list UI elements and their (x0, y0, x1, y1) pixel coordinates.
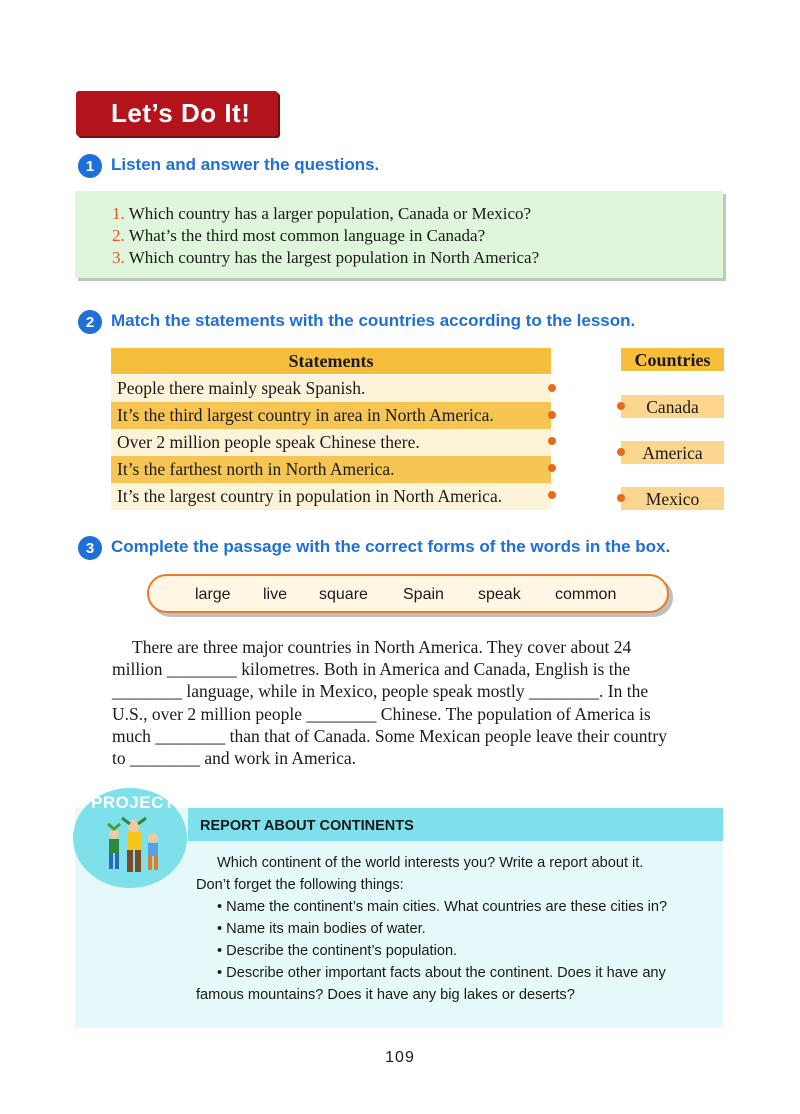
statement-row: People there mainly speak Spanish. (111, 375, 551, 402)
section-1-number: 1 (78, 154, 102, 178)
section-3-number: 3 (78, 536, 102, 560)
passage-line: much ________ than that of Canada. Some Mexican people leave their country (112, 725, 667, 746)
statements-header: Statements (111, 348, 551, 374)
lesson-banner (76, 91, 278, 136)
passage-line: million ________ kilometres. Both in America and Canada, English is the (112, 659, 631, 680)
project-line: famous mountains? Does it have any big lakes or deserts? (196, 987, 575, 1003)
project-line: Which continent of the world interests you? Write a report about it. (217, 855, 644, 871)
page-number: 109 (385, 1049, 415, 1066)
project-body (196, 852, 721, 1006)
project-label: PROJECT (91, 793, 175, 812)
word-item: Spain (403, 586, 444, 603)
passage-line: to ________ and work in America. (112, 748, 356, 769)
question-item: 3. Which country has the largest population in North America? (112, 248, 540, 267)
project-title: REPORT ABOUT CONTINENTS (200, 818, 414, 834)
section-2-title: Match the statements with the countries according to the lesson. (111, 311, 636, 330)
statement-match-dot[interactable] (548, 411, 556, 419)
passage-line: U.S., over 2 million people ________ Chinese. The population of America is (112, 703, 651, 724)
word-item: square (319, 586, 368, 603)
section-3-title: Complete the passage with the correct forms of the words in the box. (111, 537, 671, 556)
section-2-number: 2 (78, 310, 102, 334)
country-match-dot[interactable] (617, 494, 625, 502)
project-bullet: • Name its main bodies of water. (217, 921, 426, 937)
project-bullet: • Describe the continent’s population. (217, 943, 458, 959)
country-canada: Canada (621, 395, 724, 418)
kids-illustration-icon (100, 812, 170, 882)
statement-row: It’s the largest country in population in North America. (111, 483, 551, 510)
question-item: 2. What’s the third most common language in Canada? (112, 226, 486, 245)
statement-match-dot[interactable] (548, 491, 556, 499)
word-item: live (263, 586, 288, 603)
section-1-title: Listen and answer the questions. (111, 155, 380, 174)
country-america: America (621, 441, 724, 464)
project-bullet: • Name the continent’s main cities. What countries are these cities in? (217, 899, 668, 915)
project-line: Don’t forget the following things: (196, 877, 404, 893)
word-item: large (195, 586, 231, 603)
word-item: common (555, 586, 617, 603)
statement-row: It’s the third largest country in area in North America. (111, 402, 551, 429)
country-match-dot[interactable] (617, 448, 625, 456)
passage-line: ________ language, while in Mexico, people speak mostly ________. In the (112, 681, 649, 702)
passage-line: There are three major countries in North America. They cover about 24 (132, 637, 632, 657)
country-match-dot[interactable] (617, 402, 625, 410)
project-bullet: • Describe other important facts about the continent. Does it have any (217, 965, 666, 981)
statement-match-dot[interactable] (548, 464, 556, 472)
word-item: speak (478, 586, 521, 603)
statement-match-dot[interactable] (548, 437, 556, 445)
statement-row: Over 2 million people speak Chinese there. (111, 429, 551, 456)
countries-header: Countries (621, 348, 724, 371)
passage (112, 636, 727, 769)
statement-row: It’s the farthest north in North America. (111, 456, 551, 483)
word-box (147, 574, 669, 613)
question-item: 1. Which country has a larger population, Canada or Mexico? (112, 204, 532, 223)
questions-box (75, 191, 723, 278)
statement-match-dot[interactable] (548, 384, 556, 392)
banner-title: Let’s Do It! (111, 98, 251, 128)
country-mexico: Mexico (621, 487, 724, 510)
